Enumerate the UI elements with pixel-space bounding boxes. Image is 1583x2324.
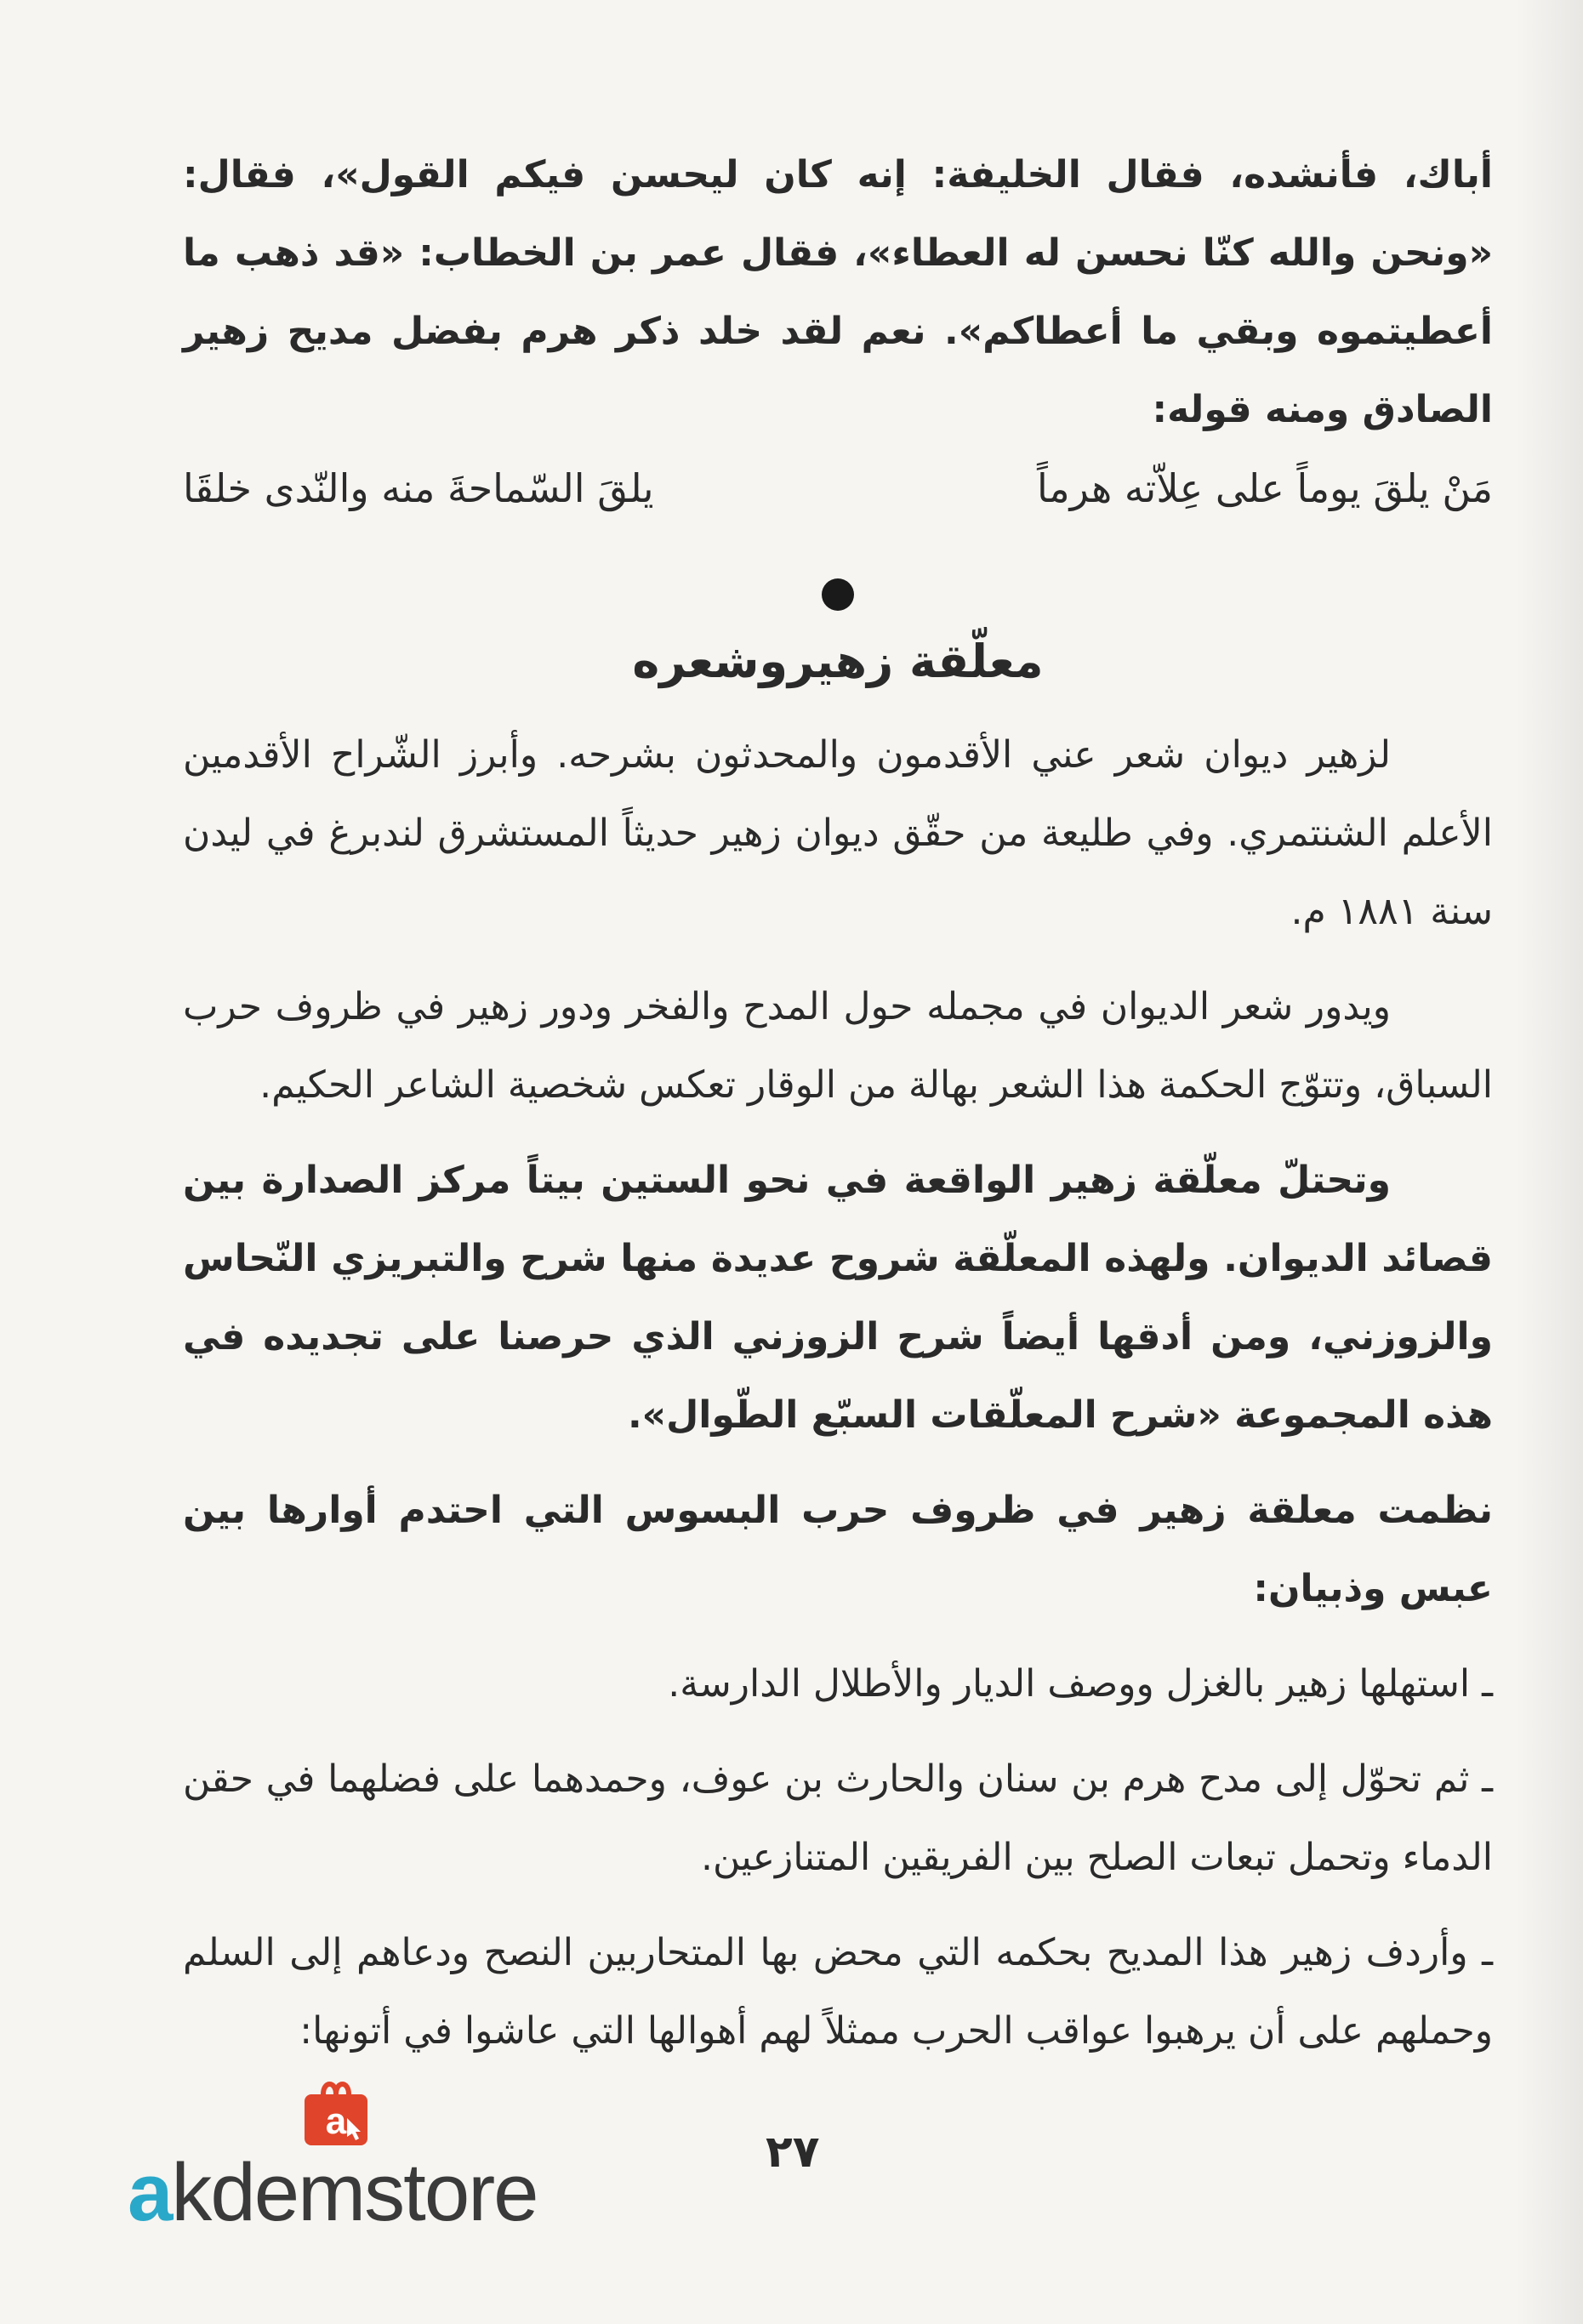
- verse-line: [183, 449, 1493, 527]
- page-number: ٢٧: [766, 2127, 820, 2178]
- brand-name: kdemstore: [171, 2147, 538, 2238]
- akdemstore-watermark: [128, 2076, 587, 2237]
- book-gift-icon: [298, 2076, 374, 2152]
- scan-edge-shadow: [1515, 0, 1583, 2324]
- paragraph-context: نظمت معلقة زهير في ظروف حرب البسوس التي احتدم أوارها بين عبس وذبيان:: [183, 1489, 1493, 1610]
- brand-letter-a: a: [128, 2147, 172, 2238]
- section-heading: معلّقة زهيروشعره: [632, 635, 1044, 688]
- paragraph-themes: ويدور شعر الديوان في مجمله حول المدح والفخر ودور زهير في ظروف حرب السباق، وتتوّج الحكمة هذا الشعر بهالة من الوقار تعكس شخصية الشاعر الحكيم.: [183, 985, 1493, 1107]
- verse-first-hemistich: مَنْ يلقَ يوماً على عِلاّته هرماً: [1036, 465, 1493, 511]
- paragraph-opening: أباك، فأنشده، فقال الخليفة: إنه كان ليحسن فيكم القول»، فقال: «ونحن والله كنّا نحسن له العطاء»، فقال عمر بن الخطاب: «قد ذهب ما أعطيتموه وبقي ما أعطاكم». نعم لقد خلد ذكر هرم بفضل مديح زهير الصادق ومنه قوله:: [183, 153, 1493, 431]
- list-item-wisdom: ـ وأردف زهير هذا المديح بحكمه التي محض بها المتحاربين النصح ودعاهم إلى السلم وحملهم على أن يرهبوا عواقب الحرب ممثلاً لهم أهوالها التي عاشوا في أتونها:: [183, 1931, 1493, 2053]
- paragraph-muallaqa: وتحتلّ معلّقة زهير الواقعة في نحو الستين بيتاً مركز الصدارة بين قصائد الديوان. ولهذه المعلّقة شروح عديدة منها شرح والتبريزي النّحاس والزوزني، ومن أدقها أيضاً شرح الزوزني الذي حرصنا على تجديده في هذه المجموعة «شرح المعلّقات السبّع الطّوال».: [183, 1159, 1493, 1437]
- page-body: [183, 136, 1493, 2071]
- list-item-praise: ـ ثم تحوّل إلى مدح هرم بن سنان والحارث بن عوف، وحمدهما على فضلهما في حقن الدماء وتحمل تبعات الصلح بين الفريقين المتنازعين.: [183, 1757, 1493, 1879]
- svg-text:a: a: [325, 2100, 347, 2142]
- paragraph-diwan: لزهير ديوان شعر عني الأقدمون والمحدثون بشرحه. وأبرز الشّراح الأقدمين الأعلم الشنتمري. وفي طليعة من حقّق ديوان زهير حديثاً المستشرق لندبرغ في ليدن سنة ١٨٨١ م.: [183, 733, 1493, 933]
- brand-wordmark: [128, 2147, 538, 2238]
- section-bullet-icon: [822, 578, 854, 611]
- verse-second-hemistich: يلقَ السّماحةَ منه والنّدى خلقَا: [183, 465, 654, 511]
- list-item-ghazal: ـ استهلها زهير بالغزل ووصف الديار والأطلال الدارسة.: [668, 1662, 1493, 1706]
